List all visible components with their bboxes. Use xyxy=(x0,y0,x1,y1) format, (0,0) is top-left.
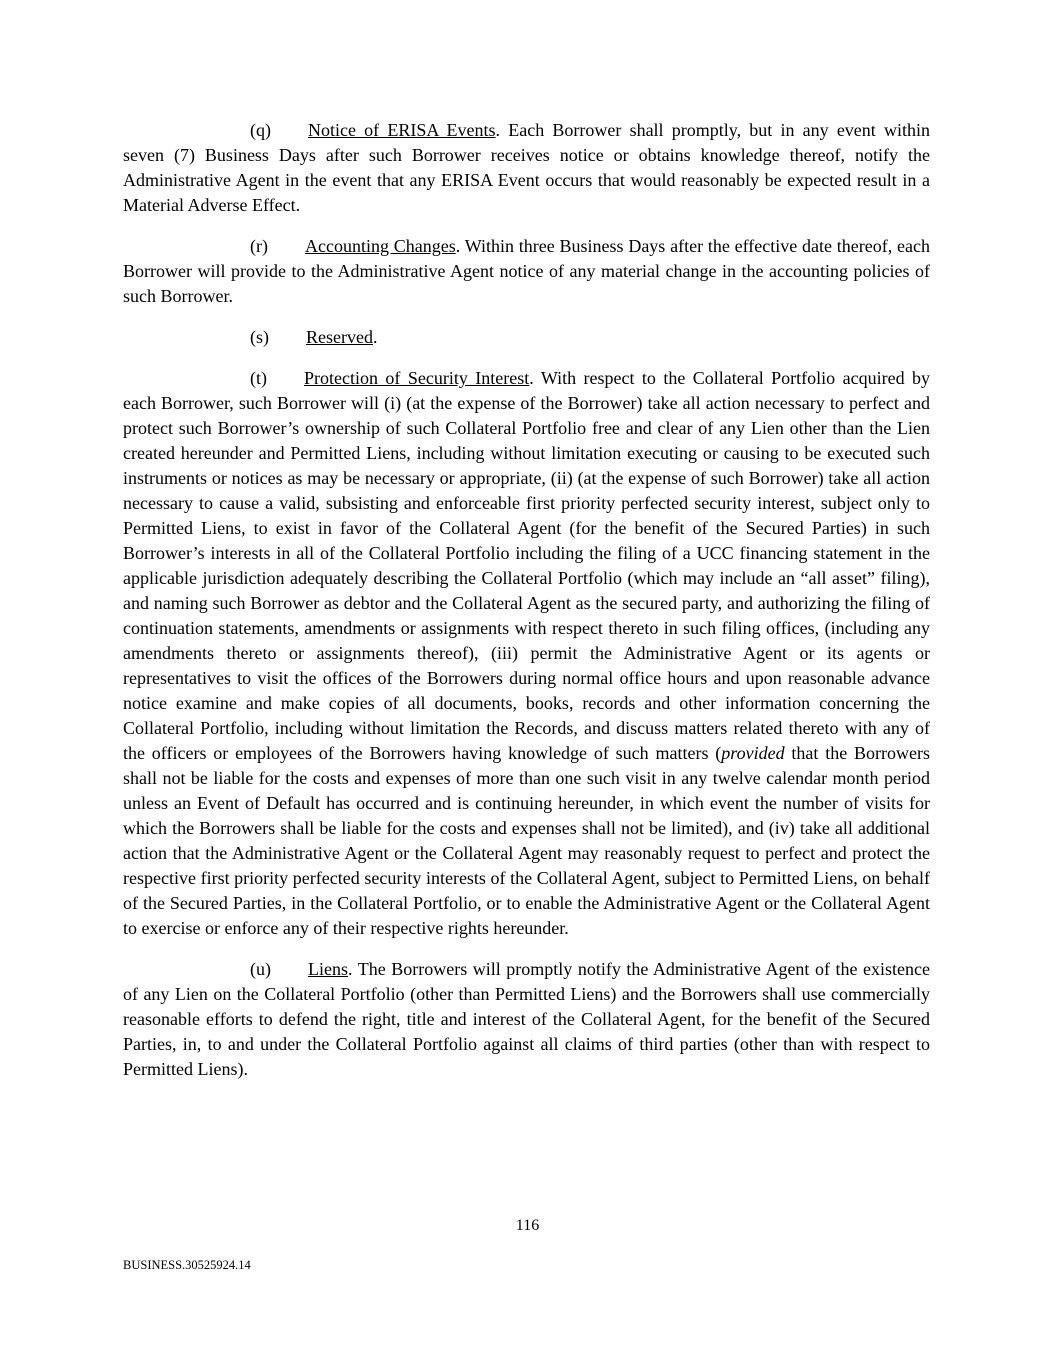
paragraph-r-body: . Within three Business Days after the effective date thereof, each Borrower will provide to the Administrative Agent notice of any material change in the accounting policies of such Borrower. xyxy=(123,236,931,306)
paragraph-s-heading: Reserved xyxy=(306,327,373,347)
paragraph-t-body: . With respect to the Collateral Portfolio acquired by each Borrower, such Borrower will (i) (at the expense of the Borrower) take all action necessary to perfect and protect such Borrower’s ownership of such Collateral Portfolio free and clear of any Lien other than the Lien created hereunder and Permitted Liens, including without limitation executing or causing to be executed such instruments or notices as may be necessary or appropriate, (ii) (at the expense of such Borrower) take all action necessary to cause a valid, subsisting and enforceable first priority perfected security interest, subject only to Permitted Liens, to exist in favor of the Collateral Agent (for the benefit of the Secured Parties) in such Borrower’s interests in all of the Collateral Portfolio including the filing of a UCC financing statement in the applicable jurisdiction adequately describing the Collateral Portfolio (which may include an “all asset” filing), and naming such Borrower as debtor and the Collateral Agent as the secured party, and authorizing the filing of continuation statements, amendments or assignments with respect thereto in such filing offices, (including any amendments thereto or assignments thereof), (iii) permit the Administrative Agent or its agents or representatives to visit the offices of the Borrowers during normal office hours and upon reasonable advance notice examine and make copies of all documents, books, records and other information concerning the Collateral Portfolio, including without limitation the Records, and discuss matters related thereto with any of the officers or employees of the Borrowers having knowledge of such matters ( xyxy=(123,368,930,763)
paragraph-t-label: (t) xyxy=(250,368,267,388)
paragraph-q-heading: Notice of ERISA Events xyxy=(308,120,496,140)
paragraph-q-label: (q) xyxy=(250,120,271,140)
paragraph-t-heading: Protection of Security Interest xyxy=(304,368,530,388)
paragraph-u-label: (u) xyxy=(250,959,271,979)
paragraph-s-label: (s) xyxy=(250,327,269,347)
paragraph-s xyxy=(123,325,930,350)
paragraph-r-label: (r) xyxy=(250,236,268,256)
page-number: 116 xyxy=(515,1217,540,1234)
paragraph-u-body: . The Borrowers will promptly notify the Administrative Agent of the existence of any Lien on the Collateral Portfolio (other than Permitted Liens) and the Borrowers shall use commercially reasonable efforts to defend the right, title and interest of the Collateral Agent, for the benefit of the Secured Parties, in, to and under the Collateral Portfolio against all claims of third parties (other than with respect to Permitted Liens). xyxy=(123,959,930,1079)
document-body xyxy=(123,118,930,1082)
paragraph-q-body: . Each Borrower shall promptly, but in any event within seven (7) Business Days after such Borrower receives notice or obtains knowledge thereof, notify the Administrative Agent in the event that any ERISA Event occurs that would reasonably be expected result in a Material Adverse Effect. xyxy=(123,120,930,215)
paragraph-t xyxy=(123,366,930,941)
paragraph-t-body-after: that the Borrowers shall not be liable for the costs and expenses of more than one such visit in any twelve calendar month period unless an Event of Default has occurred and is continuing hereunder, in which event the number of visits for which the Borrowers shall be liable for the costs and expenses shall not be limited), and (iv) take all additional action that the Administrative Agent or the Collateral Agent may reasonably request to perfect and protect the respective first priority perfected security interests of the Collateral Agent, subject to Permitted Liens, on behalf of the Secured Parties, in the Collateral Portfolio, or to enable the Administrative Agent or the Collateral Agent to exercise or enforce any of their respective rights hereunder. xyxy=(123,743,930,938)
paragraph-u xyxy=(123,957,930,1082)
paragraph-t-body-italic: provided xyxy=(721,743,785,763)
paragraph-s-body: . xyxy=(372,327,378,347)
paragraph-u-heading: Liens xyxy=(308,959,348,979)
paragraph-q xyxy=(123,118,930,218)
paragraph-r-heading: Accounting Changes xyxy=(304,236,456,256)
paragraph-r xyxy=(123,234,930,309)
document-id-footer: BUSINESS.30525924.14 xyxy=(123,1258,251,1272)
